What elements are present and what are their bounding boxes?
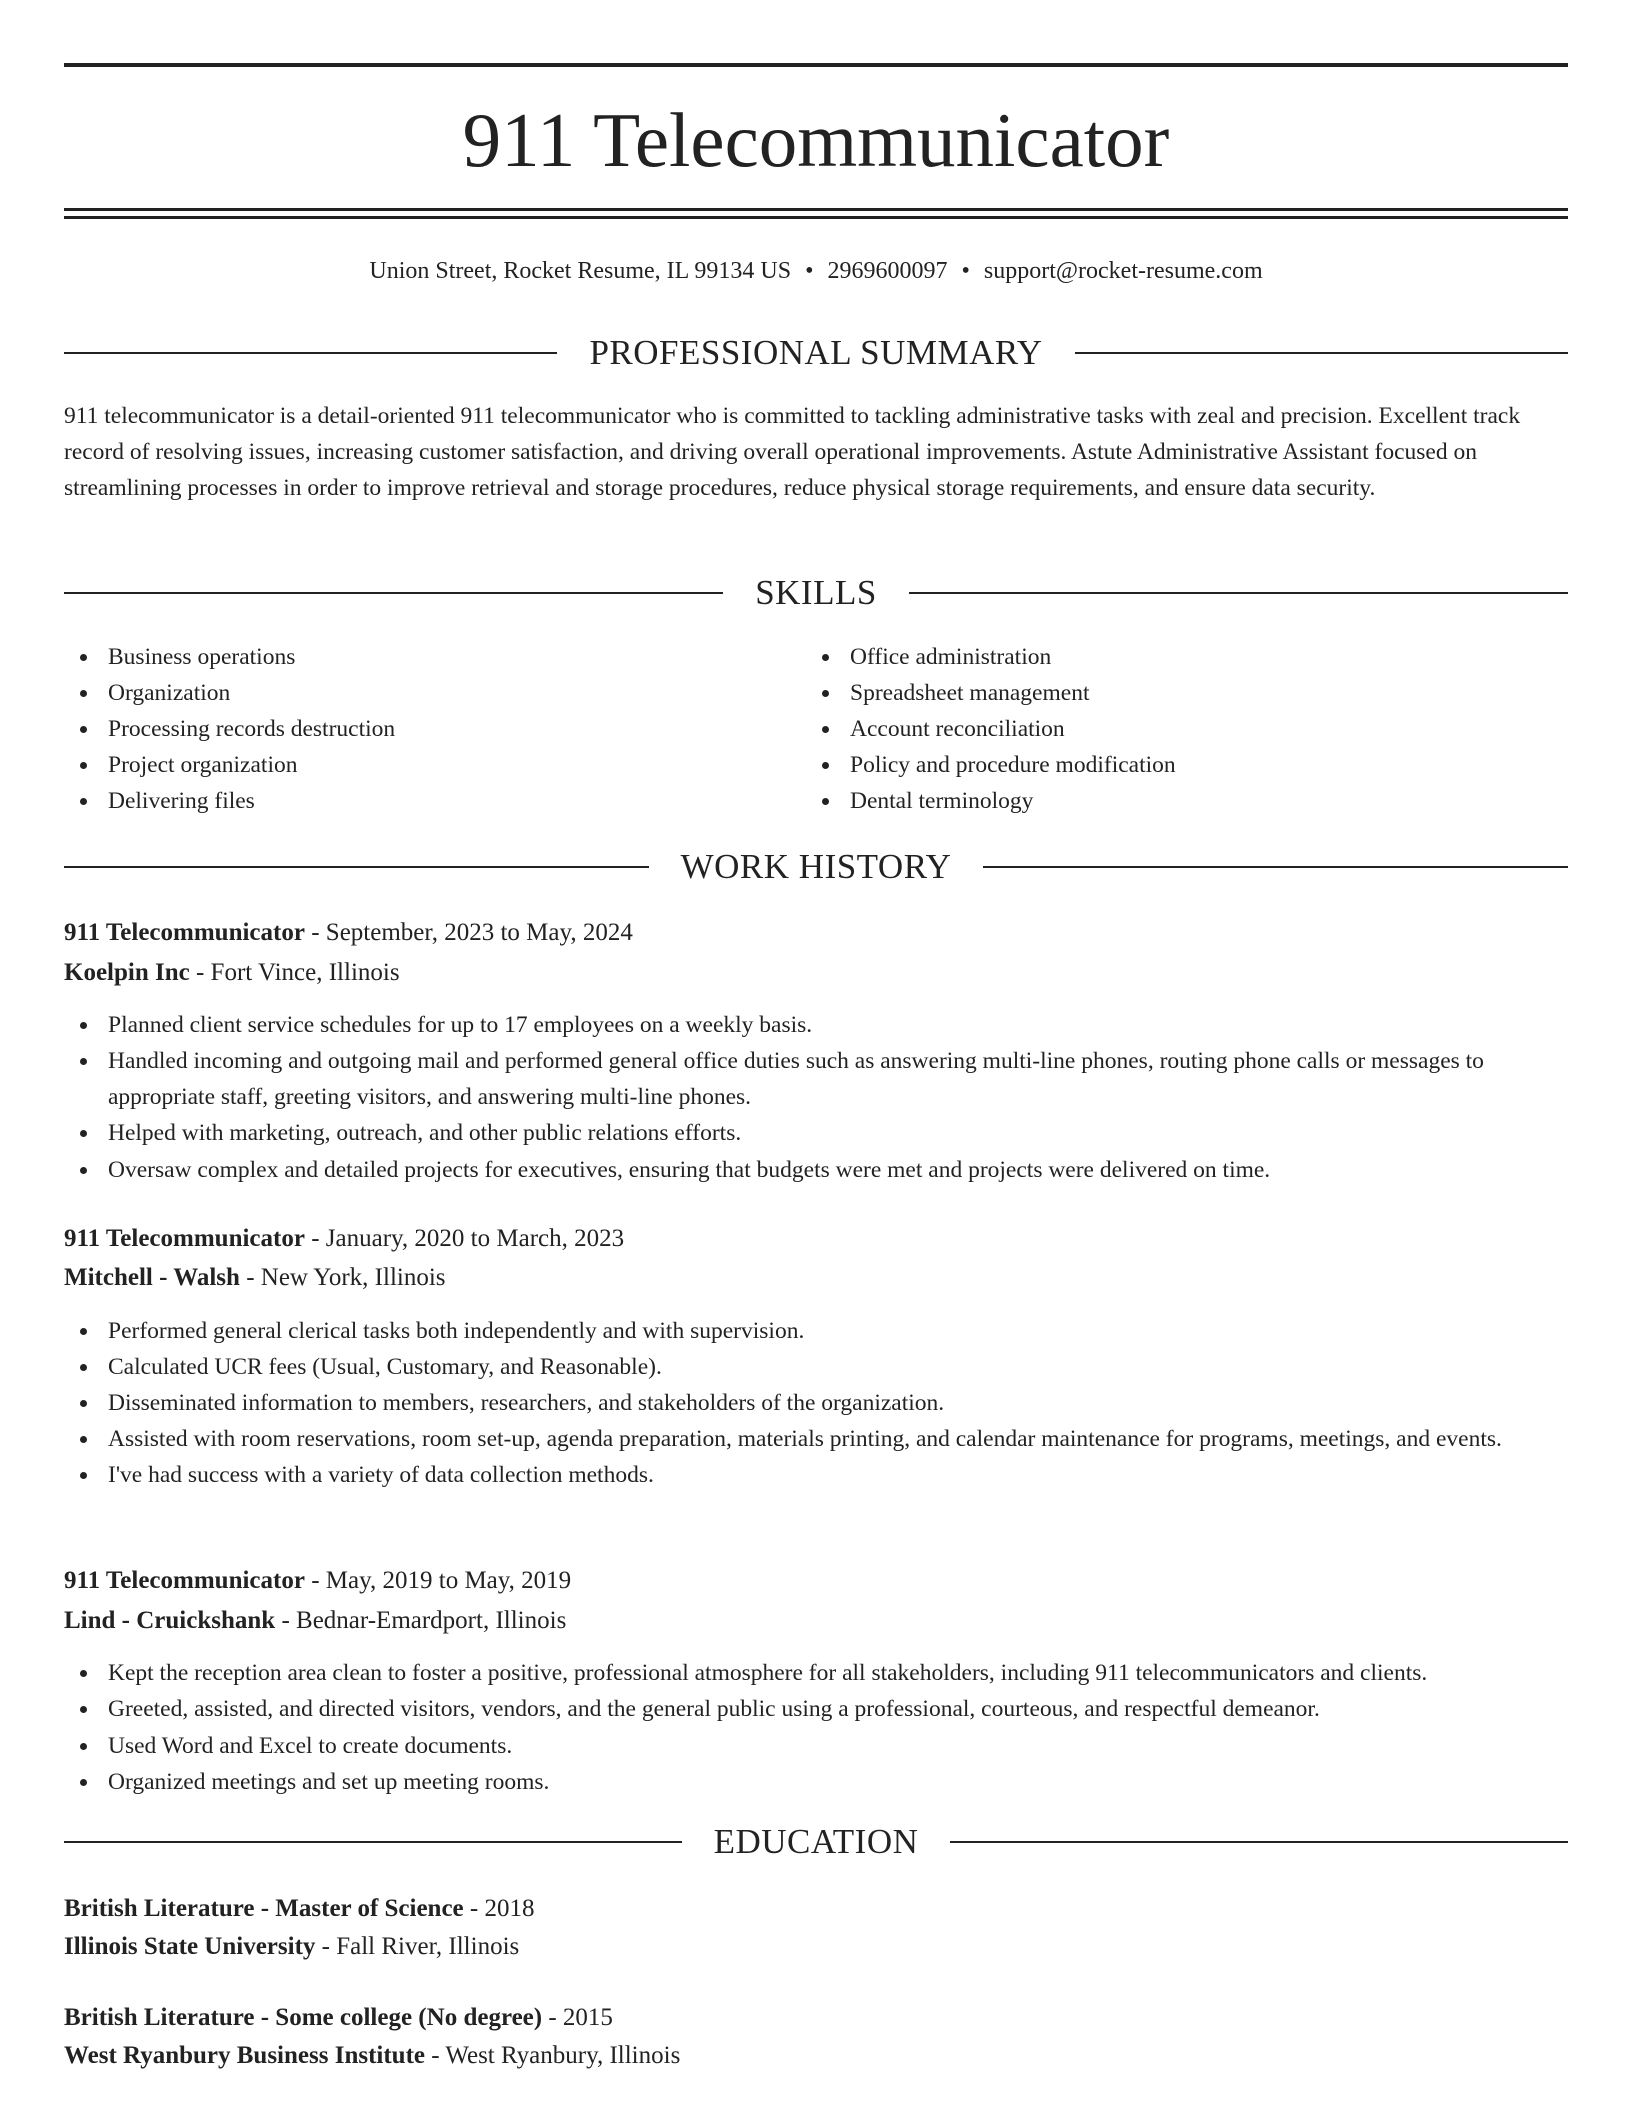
job-bullets	[64, 1007, 1568, 1188]
section-title-summary: PROFESSIONAL SUMMARY	[589, 333, 1043, 372]
skill-item: Organization	[64, 675, 764, 711]
education-location: - West Ryanbury, Illinois	[425, 2042, 681, 2069]
section-rule	[950, 1841, 1568, 1843]
contact-separator: •	[961, 258, 970, 284]
job-bullet: Handled incoming and outgoing mail and performed general office duties such as answering multi-line phones, routing phone calls or messages to appropriate staff, greeting visitors, and answering multi-line phones.	[64, 1043, 1568, 1115]
education-degree: British Literature - Master of Science	[64, 1895, 464, 1922]
section-rule	[1075, 352, 1568, 354]
contact-line	[64, 254, 1568, 288]
section-rule	[64, 866, 649, 868]
job-bullet: Helped with marketing, outreach, and other public relations efforts.	[64, 1115, 1568, 1151]
job-bullet: Oversaw complex and detailed projects for executives, ensuring that budgets were met and projects were delivered on time.	[64, 1152, 1568, 1188]
job-bullet: Kept the reception area clean to foster a positive, professional atmosphere for all stakeholders, including 911 telecommunicators and clients.	[64, 1655, 1568, 1691]
job-bullet: I've had success with a variety of data collection methods.	[64, 1457, 1568, 1493]
education-location: - Fall River, Illinois	[315, 1933, 520, 1960]
education-school-line	[64, 2037, 1568, 2075]
job-bullets	[64, 1313, 1568, 1493]
job-bullet: Planned client service schedules for up to 17 employees on a weekly basis.	[64, 1007, 1568, 1043]
job-location: - Bednar-Emardport, Illinois	[275, 1607, 567, 1634]
resume-name: 911 Telecommunicator	[462, 97, 1170, 183]
skill-item: Delivering files	[64, 783, 764, 819]
education-school: Illinois State University	[64, 1933, 316, 1960]
job-dates: - September, 2023 to May, 2024	[304, 919, 633, 946]
section-rule	[64, 592, 723, 594]
job-title: 911 Telecommunicator	[64, 1225, 305, 1252]
job-title: 911 Telecommunicator	[64, 1567, 305, 1594]
section-rule	[64, 1841, 682, 1843]
education-year: - 2018	[463, 1895, 535, 1922]
section-title-work: WORK HISTORY	[680, 847, 952, 886]
job-company: Koelpin Inc	[64, 959, 190, 986]
job-company-line	[64, 1602, 1568, 1640]
job-dates: - May, 2019 to May, 2019	[304, 1567, 572, 1594]
section-rule	[909, 592, 1568, 594]
job-bullets	[64, 1655, 1568, 1800]
section-header-education	[64, 1820, 1568, 1864]
contact-email: support@rocket-resume.com	[983, 258, 1263, 284]
education-year: - 2015	[542, 2004, 613, 2031]
education-school: West Ryanbury Business Institute	[64, 2042, 425, 2069]
job-location: - Fort Vince, Illinois	[189, 959, 400, 986]
skill-item: Spreadsheet management	[806, 675, 1566, 711]
job-company: Mitchell - Walsh	[64, 1264, 240, 1291]
skill-item: Dental terminology	[806, 783, 1566, 819]
job-title-line	[64, 1220, 1568, 1258]
education-degree-line	[64, 1999, 1568, 2037]
job-dates: - January, 2020 to March, 2023	[304, 1225, 625, 1252]
section-header-skills	[64, 571, 1568, 615]
contact-address: Union Street, Rocket Resume, IL 99134 US	[369, 258, 792, 284]
job-bullet: Disseminated information to members, researchers, and stakeholders of the organization.	[64, 1385, 1568, 1421]
section-title-skills: SKILLS	[755, 573, 877, 612]
job-title: 911 Telecommunicator	[64, 919, 305, 946]
header-double-rule-lower	[64, 216, 1568, 219]
job-title-line	[64, 914, 1568, 952]
education-school-line	[64, 1928, 1568, 1966]
job-bullet: Greeted, assisted, and directed visitors, vendors, and the general public using a professional, courteous, and respectful demeanor.	[64, 1691, 1568, 1727]
skill-item: Office administration	[806, 639, 1566, 675]
education-degree-line	[64, 1890, 1568, 1928]
skill-item: Business operations	[64, 639, 764, 675]
skill-item: Processing records destruction	[64, 711, 764, 747]
job-bullet: Used Word and Excel to create documents.	[64, 1728, 1568, 1764]
skills-list-right	[806, 639, 1566, 819]
job-bullet: Organized meetings and set up meeting rooms.	[64, 1764, 1568, 1800]
section-header-work	[64, 845, 1568, 889]
job-company: Lind - Cruickshank	[64, 1607, 276, 1634]
section-rule	[983, 866, 1568, 868]
job-company-line	[64, 954, 1568, 992]
job-bullet: Calculated UCR fees (Usual, Customary, and Reasonable).	[64, 1349, 1568, 1385]
education-degree: British Literature - Some college (No degree)	[64, 2004, 543, 2031]
job-title-line	[64, 1562, 1568, 1600]
skill-item: Project organization	[64, 747, 764, 783]
section-rule	[64, 352, 557, 354]
skills-list-left	[64, 639, 764, 819]
job-bullet: Assisted with room reservations, room set-up, agenda preparation, materials printing, and calendar maintenance for programs, meetings, and events.	[64, 1421, 1568, 1457]
contact-separator: •	[805, 258, 814, 284]
summary-text: 911 telecommunicator is a detail-oriented 911 telecommunicator who is committed to tackling administrative tasks with zeal and precision. Excellent track record of resolving issues, increasing customer satisfaction, and driving overall operational improvements. Astute Administrative Assistant focused on streamlining processes in order to improve retrieval and storage procedures, reduce physical storage requirements, and ensure data security.	[64, 403, 1521, 501]
section-header-summary	[64, 331, 1568, 375]
job-location: - New York, Illinois	[239, 1264, 446, 1291]
section-title-education: EDUCATION	[713, 1822, 919, 1861]
contact-phone: 2969600097	[827, 258, 948, 284]
skill-item: Policy and procedure modification	[806, 747, 1566, 783]
skill-item: Account reconciliation	[806, 711, 1566, 747]
header-double-rule-upper	[64, 208, 1568, 211]
job-bullet: Performed general clerical tasks both independently and with supervision.	[64, 1313, 1568, 1349]
header-top-rule	[64, 63, 1568, 67]
job-company-line	[64, 1259, 1568, 1297]
